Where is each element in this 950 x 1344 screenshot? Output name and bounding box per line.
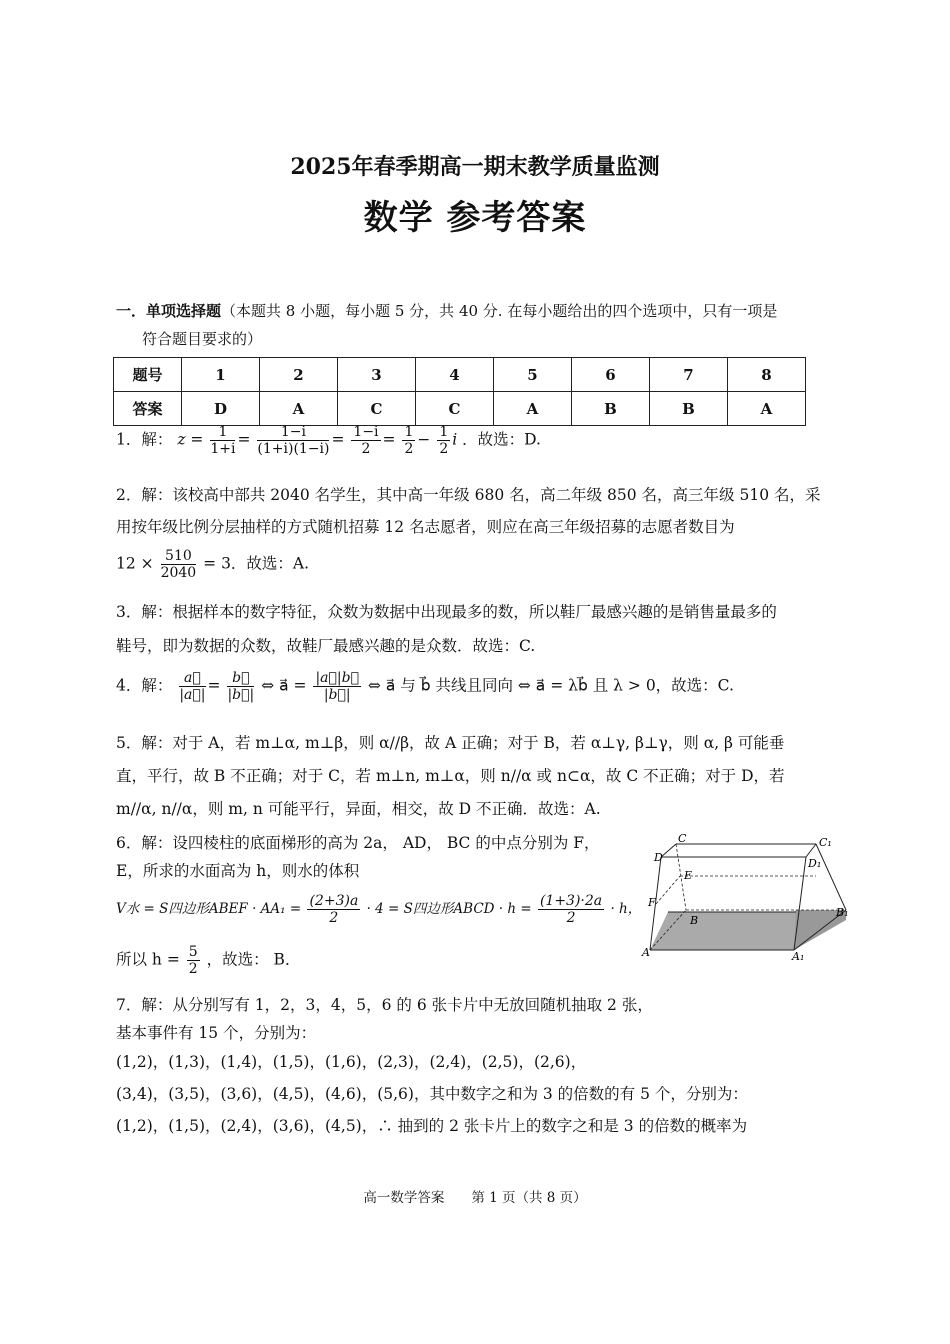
q5-line3: m//α, n//α，则 m, n 可能平行，异面，相交，故 D 不正确．故选：A.: [116, 800, 601, 818]
answer-table: [113, 357, 806, 426]
frac-num: 1: [404, 424, 414, 440]
q6-v-lhs: V水 = S四边形ABEF · AA₁ =: [116, 901, 302, 918]
table-cell: 8: [728, 358, 806, 392]
eq: =: [382, 430, 396, 449]
label-B: B: [690, 914, 699, 927]
frac-den: |a⃗|: [179, 687, 206, 704]
table-cell: C: [338, 392, 416, 426]
label-A1: A₁: [792, 950, 805, 963]
table-cell: 4: [416, 358, 494, 392]
q6-h-prefix: 所以 h =: [116, 950, 180, 969]
label-D: D: [654, 851, 663, 864]
q7-line2: 基本事件有 15 个，分别为：: [116, 1024, 317, 1042]
water-face: [650, 912, 796, 950]
q2-frac: [161, 548, 197, 581]
q1-solution: [116, 424, 541, 457]
edge: [661, 844, 676, 857]
q1-frac3: [351, 424, 380, 457]
table-cell: A: [260, 392, 338, 426]
edge: [816, 844, 846, 910]
label-D1: D₁: [808, 857, 822, 870]
section1-note-2: 符合题目要求的）: [142, 330, 263, 348]
table-cell: C: [416, 392, 494, 426]
frac-den: 2: [329, 910, 339, 927]
section1-header: [116, 300, 777, 321]
q1-conclusion: ．故选：D.: [462, 430, 541, 449]
q7-line5: (1,2)，(1,5)，(2,4)，(3,6)，(4,5)，∴ 抽到的 2 张卡片上的数字之和是 3 的倍数的概率为: [116, 1117, 748, 1135]
q6-h-tail: ，故选： B．: [206, 950, 301, 969]
section1-note: （本题共 8 小题，每小题 5 分，共 40 分. 在每小题给出的四个选项中，只有一项是: [221, 302, 778, 320]
minus: −: [417, 430, 431, 449]
q6-frac1: [307, 893, 360, 926]
q7-line1: 7．解：从分别写有 1，2，3，4，5，6 的 6 张卡片中无放回随机抽取 2 张，: [116, 996, 653, 1014]
frac-den: 2: [361, 441, 371, 458]
frac-den: 1+i: [210, 441, 236, 458]
frac-num: a⃗: [179, 670, 205, 687]
label-E: E: [684, 869, 693, 882]
table-cell: 1: [182, 358, 260, 392]
frac-den: 2: [188, 961, 198, 978]
frac-den: 2: [566, 910, 576, 927]
q2-line1: 2．解：该校高中部共 2040 名学生，其中高一年级 680 名，高二年级 850 名，高三年级 510 名，采: [116, 486, 821, 504]
q6-line2: E，所求的水面高为 h，则水的体积: [116, 862, 360, 880]
title-line1: 2025年春季期高一期末教学质量监测: [290, 154, 660, 180]
frac-den: (1+i)(1−i): [257, 441, 330, 458]
q4-frac3: [313, 670, 361, 703]
row-label-numbers: 题号: [114, 358, 182, 392]
frac-num: 5: [188, 944, 198, 960]
label-C1: C₁: [819, 836, 832, 849]
label-B1: B₁: [836, 906, 849, 919]
q2-result: = 3．故选：A.: [203, 554, 310, 573]
q1-prefix: 1．解：: [116, 430, 173, 449]
frac-num: (1+3)·2a: [539, 893, 603, 909]
section1-heading: 一．单项选择题: [116, 302, 222, 320]
frac-den: |b⃗|: [323, 687, 351, 704]
q6-h-frac: [187, 944, 200, 977]
label-A: A: [642, 946, 650, 959]
q1-frac4: [402, 424, 415, 457]
frac-num: 1: [210, 424, 235, 441]
frac-den: 2040: [160, 565, 197, 582]
table-cell: B: [650, 392, 728, 426]
q7-line4: (3,4)，(3,5)，(3,6)，(4,5)，(4,6)，(5,6)，其中数字之和为 3 的倍数的有 5 个，分别为：: [116, 1085, 748, 1103]
q7-line3: (1,2)，(1,3)，(1,4)，(1,5)，(1,6)，(2,3)，(2,4)，(2,5)，(2,6)，: [116, 1053, 587, 1071]
q6-v-tail: · h，: [610, 901, 642, 918]
answer-table-row-numbers: [114, 358, 806, 392]
prism-figure: [636, 832, 856, 967]
q4-iff1: ⇔ a⃗ =: [261, 676, 307, 695]
frac-num: 1−i: [257, 424, 329, 441]
q1-frac1: [210, 424, 235, 457]
row-label-answers: 答案: [114, 392, 182, 426]
q6-line1: 6．解：设四棱柱的底面梯形的高为 2a， AD， BC 的中点分别为 F，: [116, 834, 600, 852]
frac-den: |b⃗|: [227, 687, 255, 704]
label-C: C: [678, 832, 687, 845]
q1-frac2: [257, 424, 329, 457]
table-cell: 2: [260, 358, 338, 392]
q4-frac2: [227, 670, 254, 703]
q4-iff2: ⇔ a⃗ 与 b⃗ 共线且同向 ⇔ a⃗ = λb⃗ 且 λ > 0，故选：C.: [367, 676, 734, 695]
table-cell: 3: [338, 358, 416, 392]
table-cell: A: [494, 392, 572, 426]
q1-lhs: z =: [177, 430, 204, 449]
q6-frac2: [538, 893, 604, 926]
title-line2: 数学 参考答案: [363, 198, 587, 238]
frac-num: 1: [439, 424, 449, 440]
q2-line2: 用按年级比例分层抽样的方式随机招募 12 名志愿者，则应在高三年级招募的志愿者数目为: [116, 518, 735, 536]
hidden-edge: [656, 876, 680, 904]
eq: =: [207, 676, 221, 695]
imag-unit: i: [452, 430, 458, 449]
table-cell: A: [728, 392, 806, 426]
q2-calc-prefix: 12 ×: [116, 554, 154, 573]
frac-den: 2: [404, 441, 414, 458]
frac-num: (2+3)a: [309, 893, 359, 909]
label-F: F: [648, 896, 656, 909]
page-footer: 高一数学答案 第 1 页（共 8 页）: [363, 1190, 587, 1206]
frac-num: 510: [161, 548, 197, 565]
eq: =: [237, 430, 251, 449]
q5-line1: 5．解：对于 A，若 m⊥α, m⊥β，则 α//β，故 A 正确；对于 B，若 α⊥γ, β⊥γ，则 α, β 可能垂: [116, 734, 785, 752]
edge: [806, 844, 816, 857]
frac-num: 1−i: [353, 424, 379, 440]
table-cell: D: [182, 392, 260, 426]
q6-volume: [116, 893, 641, 926]
q3-line2: 鞋号，即为数据的众数，故鞋厂最感兴趣的是众数．故选：C.: [116, 637, 536, 655]
frac-num: |a⃗|b⃗: [315, 670, 359, 686]
q3-line1: 3．解：根据样本的数字特征，众数为数据中出现最多的数，所以鞋厂最感兴趣的是销售量最多的: [116, 603, 777, 621]
table-cell: 6: [572, 358, 650, 392]
q5-line2: 直，平行，故 B 不正确；对于 C，若 m⊥n, m⊥α，则 n//α 或 n⊂α，故 C 不正确；对于 D，若: [116, 767, 785, 785]
table-cell: 5: [494, 358, 572, 392]
q4-prefix: 4．解：: [116, 676, 173, 695]
q6-height: [116, 944, 300, 977]
table-cell: 7: [650, 358, 728, 392]
frac-den: 2: [439, 441, 449, 458]
eq: =: [331, 430, 345, 449]
q2-calc: [116, 548, 309, 581]
table-cell: B: [572, 392, 650, 426]
q4-solution: [116, 670, 734, 703]
frac-num: b⃗: [227, 670, 254, 687]
answer-table-row-answers: [114, 392, 806, 426]
q6-v-mid: · 4 = S四边形ABCD · h =: [366, 901, 532, 918]
q4-frac1: [179, 670, 205, 703]
q1-frac5: [437, 424, 450, 457]
